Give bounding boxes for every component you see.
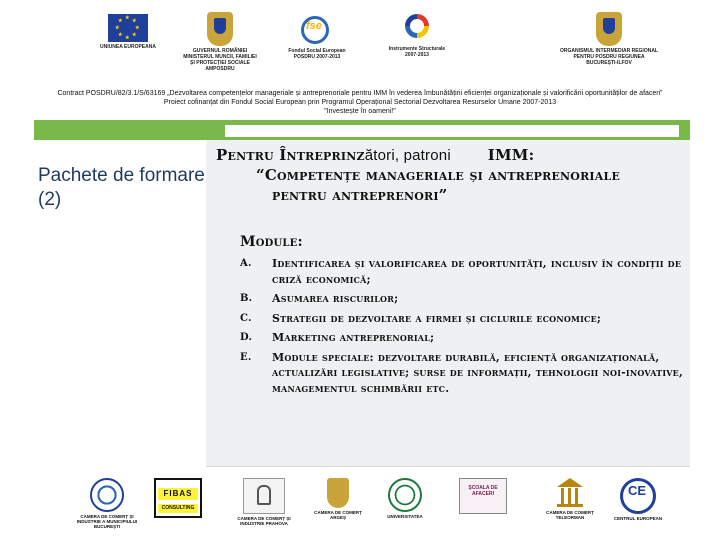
partner-caption: CAMERA DE COMERȚ ARGEȘ bbox=[314, 510, 362, 520]
oirposdru-logo bbox=[560, 12, 658, 66]
fse-caption: Fondul Social European POSDRU 2007-2013 bbox=[288, 48, 346, 60]
slide-title-line-3: pentru antreprenori” bbox=[272, 186, 448, 204]
list-marker: C. bbox=[240, 312, 252, 324]
project-line: Proiect cofinanțat din Fondul Social European prin Programul Operațional Sectorial Dezvoltarea Resurselor Umane 2007-2013 bbox=[163, 99, 557, 106]
university-seal-icon bbox=[388, 478, 422, 512]
partner-caption: CAMERA DE COMERȚ TELEORMAN bbox=[546, 510, 594, 520]
fse-logo bbox=[285, 14, 349, 60]
accent-band-inner bbox=[224, 124, 680, 138]
list-marker: B. bbox=[240, 293, 253, 304]
list-item-text: Marketing antreprenorial; bbox=[272, 331, 435, 344]
prahova-chamber-icon bbox=[243, 478, 285, 514]
list-marker: E. bbox=[240, 351, 252, 363]
instrumente-structurale-logo bbox=[385, 12, 449, 58]
partner-caption: UNIVERSITATEA bbox=[387, 514, 423, 519]
title-part-b: ători, patroni bbox=[364, 147, 451, 164]
partner-logo-6 bbox=[454, 478, 512, 514]
teleorman-temple-icon bbox=[555, 478, 585, 508]
eu-caption: UNIUNEA EUROPEANA bbox=[100, 44, 156, 50]
motto: "Investește în oameni!" bbox=[324, 108, 396, 115]
partner-logo-5 bbox=[380, 478, 430, 519]
module-heading: Module: bbox=[240, 234, 303, 250]
partner-logo-8 bbox=[610, 478, 666, 521]
list-item bbox=[240, 291, 686, 307]
partner-logo-3 bbox=[228, 478, 300, 526]
romania-crest-icon-2 bbox=[596, 12, 622, 46]
ce-logo-icon: CE bbox=[620, 478, 656, 514]
instrumente-structurale-icon bbox=[399, 12, 435, 44]
fibas-top: FIBAS bbox=[158, 488, 198, 500]
slide-title-line-2: “Competențe manageriale și antreprenoriale bbox=[256, 166, 621, 184]
list-item-text: Strategii de dezvoltare a firmei și ciclurile economice; bbox=[272, 311, 602, 325]
partner-logo-fibas bbox=[150, 478, 206, 518]
list-item bbox=[240, 311, 686, 327]
instrumente-caption: Instrumente Structurale 2007-2013 bbox=[388, 46, 446, 58]
partner-caption: CENTRUL EUROPEAN bbox=[613, 516, 663, 521]
list-marker: D. bbox=[240, 332, 253, 343]
partner-logo-4 bbox=[310, 478, 366, 520]
list-item-text: Identificarea și valorificarea de oportunități, inclusiv în condiții de criză economică; bbox=[272, 257, 682, 286]
ministry-logo bbox=[183, 12, 257, 72]
partner-caption: CAMERA DE COMERȚ ȘI INDUSTRIE A MUNICIPIULUI BUCUREȘTI bbox=[76, 514, 138, 529]
list-item bbox=[240, 330, 686, 346]
contract-line: Contract POSDRU/82/3.1/S/63169 „Dezvoltarea competențelor manageriale și antreprenoriale pentru IMM în vederea îmbunătățirii eficienței organizaționale și valorificării oportunităților de afaceri” bbox=[57, 90, 663, 97]
partner-caption: ȘCOALA DE AFACERI bbox=[468, 485, 498, 497]
eu-flag-logo bbox=[96, 14, 160, 50]
fse-icon: fse bbox=[297, 14, 337, 46]
module-list bbox=[240, 256, 686, 400]
list-item-text: Module speciale: dezvoltare durabilă, eficiență organizațională, actualizări legislative; surse de informații, tehnologii noi-inovative, managementul schimbării etc. bbox=[272, 350, 683, 395]
title-part-c: IMM: bbox=[487, 146, 535, 164]
partner-caption: CAMERA DE COMERȚ ȘI INDUSTRIE PRAHOVA bbox=[237, 516, 291, 526]
fibas-logo-icon bbox=[154, 478, 202, 518]
partner-logo-1 bbox=[72, 478, 142, 529]
romania-crest-icon bbox=[207, 12, 233, 46]
list-item bbox=[240, 350, 686, 397]
list-item bbox=[240, 256, 686, 287]
list-item-text: Asumarea riscurilor; bbox=[272, 292, 399, 305]
eu-flag-icon: ★ ★ ★ ★ ★ ★ ★ ★ bbox=[108, 14, 148, 42]
oirposdru-caption: ORGANISMUL INTERMEDIAR REGIONAL PENTRU POSDRU REGIUNEA BUCUREȘTI-ILFOV bbox=[560, 48, 658, 66]
title-part-a: Pentru Întreprinz bbox=[216, 146, 365, 164]
chamber-seal-icon bbox=[90, 478, 124, 512]
list-marker: A. bbox=[240, 258, 252, 269]
ministry-caption: GUVERNUL ROMÂNIEI MINISTERUL MUNCII, FAMILIEI ȘI PROTECȚIEI SOCIALE AMPOSDRU bbox=[183, 48, 257, 72]
business-school-logo-icon bbox=[459, 478, 507, 514]
fibas-bottom: CONSULTING bbox=[158, 504, 198, 513]
slide-title-line-1 bbox=[216, 146, 534, 164]
partner-logo-7 bbox=[540, 478, 600, 520]
side-title: Pachete de formare (2) bbox=[38, 165, 205, 210]
arges-shield-icon bbox=[327, 478, 349, 508]
